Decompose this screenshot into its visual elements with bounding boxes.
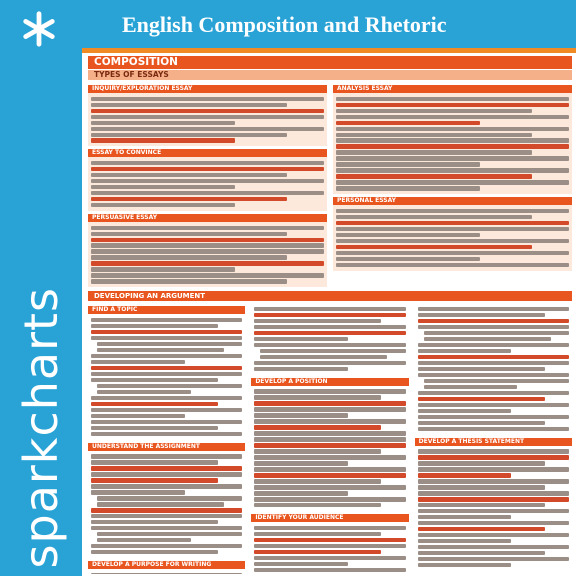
argument-col-3 <box>415 303 572 574</box>
box-heading: ANALYSIS ESSAY <box>333 85 572 93</box>
box-body <box>333 93 572 194</box>
box-heading: DEVELOP A POSITION <box>251 378 408 386</box>
header-accent-line <box>82 48 576 53</box>
essays-right-column <box>333 82 572 287</box>
asterisk-logo-icon <box>20 10 58 48</box>
box-heading: ESSAY TO CONVINCE <box>88 149 327 157</box>
essays-columns <box>88 82 572 287</box>
box-body <box>88 93 327 146</box>
box-heading: UNDERSTAND THE ASSIGNMENT <box>88 443 245 451</box>
page-title: English Composition and Rhetoric <box>122 12 447 37</box>
box-body <box>251 522 408 574</box>
box-heading: DEVELOP A THESIS STATEMENT <box>415 438 572 446</box>
box-body <box>415 303 572 434</box>
header-bar <box>82 0 576 48</box>
box-body <box>88 569 245 574</box>
box-body <box>251 303 408 374</box>
brand-wordmark <box>4 48 78 568</box>
argument-columns <box>88 303 572 574</box>
essays-left-column <box>88 82 327 287</box>
argument-col-1 <box>88 303 245 574</box>
box-heading: DEVELOP A PURPOSE FOR WRITING <box>88 561 245 569</box>
box-heading: FIND A TOPIC <box>88 306 245 314</box>
box-heading: INQUIRY/EXPLORATION ESSAY <box>88 85 327 93</box>
box-heading: PERSONAL ESSAY <box>333 197 572 205</box>
argument-col-2 <box>251 303 408 574</box>
box-body <box>333 205 572 270</box>
sidebar <box>0 0 82 576</box>
chart-content <box>88 56 572 574</box>
box-body <box>88 314 245 439</box>
brand-name: sparkcharts <box>14 286 68 568</box>
box-body <box>415 446 572 571</box>
subsection-banner: TYPES OF ESSAYS <box>88 70 572 80</box>
box-body <box>88 451 245 558</box>
box-heading: IDENTIFY YOUR AUDIENCE <box>251 514 408 522</box>
box-body <box>251 386 408 511</box>
box-body <box>88 222 327 287</box>
box-heading: PERSUASIVE ESSAY <box>88 214 327 222</box>
section-banner: COMPOSITION <box>88 56 572 69</box>
section-banner-argument: DEVELOPING AN ARGUMENT <box>88 291 572 301</box>
box-body <box>88 157 327 210</box>
